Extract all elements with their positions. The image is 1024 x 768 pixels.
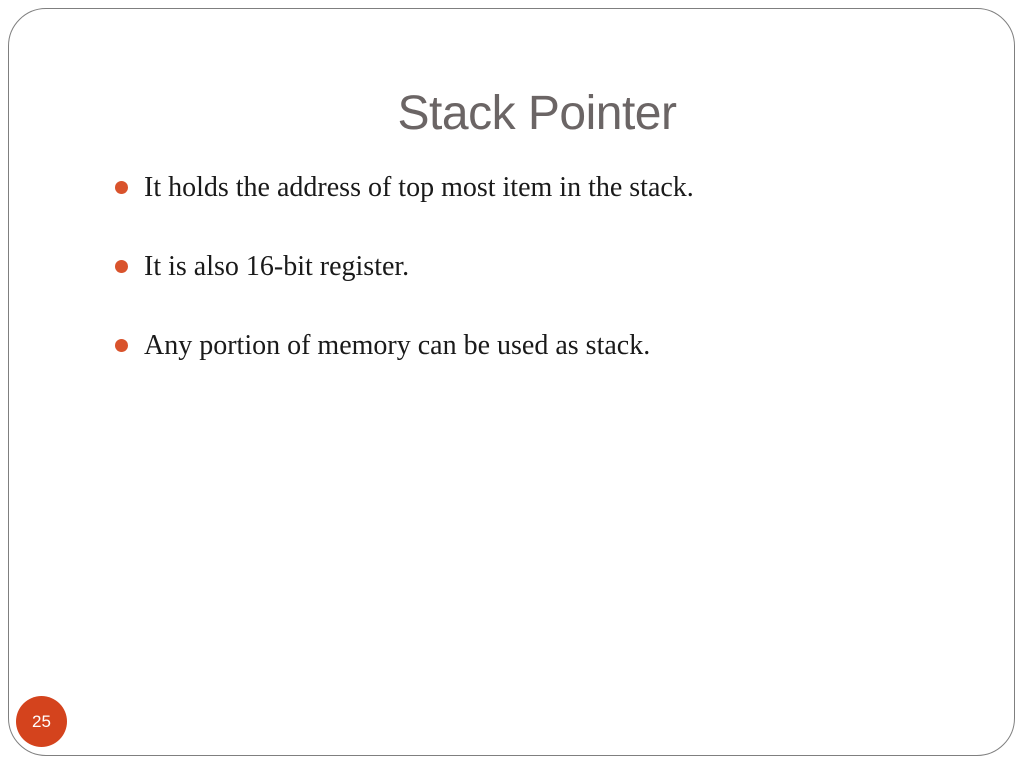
bullet-dot-icon (115, 181, 128, 194)
slide-title: Stack Pointer (397, 87, 677, 140)
bullet-item (112, 326, 972, 405)
bullet-dot-icon (115, 260, 128, 273)
slide-number-badge: 25 (16, 696, 67, 747)
bullet-dot-icon (115, 339, 128, 352)
bullet-text: It is also 16-bit register. (144, 251, 410, 282)
bullet-text: Any portion of memory can be used as stack. (144, 330, 651, 361)
bullet-text: It holds the address of top most item in the stack. (144, 172, 694, 203)
bullet-list (112, 168, 972, 405)
bullet-item (112, 247, 972, 326)
bullet-item (112, 168, 972, 247)
